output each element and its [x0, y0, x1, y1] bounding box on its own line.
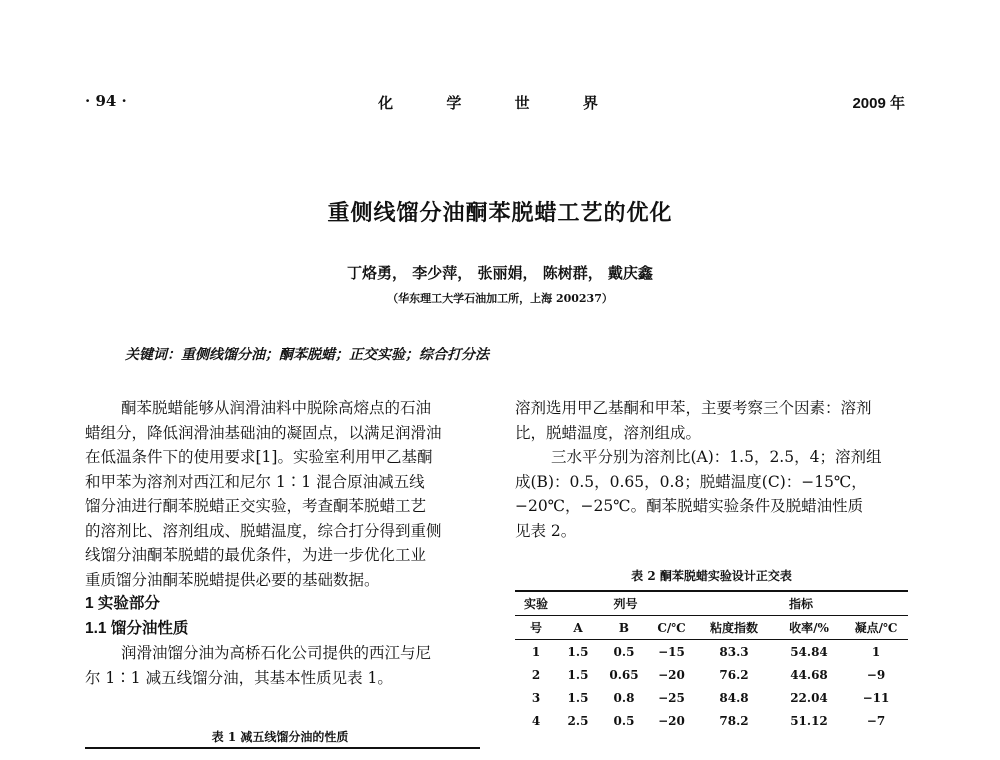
left-column	[85, 396, 480, 690]
header-cell: 实验	[515, 591, 557, 616]
journal-name: 化 学 世 界	[378, 94, 622, 112]
table-cell: 3	[531, 690, 541, 705]
right-column	[515, 396, 908, 543]
table-cell: 0.8	[613, 690, 635, 705]
table-cell: 0.5	[613, 644, 635, 659]
table2	[515, 590, 908, 732]
text-line: 酮苯脱蜡能够从润滑油料中脱除高熔点的石油	[121, 399, 432, 417]
table-cell: 0.5	[613, 713, 635, 728]
table-cell: −20	[658, 713, 685, 728]
text-line: −20℃，−25℃。酮苯脱蜡实验条件及脱蜡油性质	[515, 497, 864, 515]
text-line: 重质馏分油酮苯脱蜡提供必要的基础数据。	[85, 570, 380, 589]
header-cell: 粘度指数	[694, 616, 774, 640]
header-cell: 号	[515, 616, 557, 640]
header-cell: 列号	[557, 591, 694, 616]
table2-caption: 表 2 酮苯脱蜡实验设计正交表	[631, 569, 792, 583]
table-cell: 83.3	[719, 644, 749, 659]
table-cell: −15	[658, 644, 685, 659]
subsection-heading: 1.1 馏分油性质	[85, 619, 189, 637]
header-cell: C/℃	[649, 616, 694, 640]
section-heading: 1 实验部分	[85, 595, 160, 612]
text-line: 成(B)：0.5，0.65，0.8；脱蜡温度(C)：−15℃，	[515, 472, 867, 491]
table-cell: −9	[866, 667, 886, 682]
text-line: 和甲苯为溶剂对西江和尼尔 1∶1 混合原油减五线	[85, 472, 425, 491]
affiliation: （华东理工大学石油加工所，上海 200237）	[387, 292, 613, 305]
table-cell: 44.68	[790, 667, 828, 682]
table-cell: 54.84	[790, 644, 828, 659]
table-row	[515, 686, 908, 709]
table-cell: 22.04	[790, 690, 828, 705]
text-line: 馏分油进行酮苯脱蜡正交实验，考查酮苯脱蜡工艺	[85, 497, 427, 515]
text-line: 比，脱蜡温度，溶剂组成。	[515, 423, 702, 442]
table-cell: 78.2	[719, 713, 749, 728]
table-header-row	[515, 616, 908, 640]
header-cell: 收率/%	[774, 616, 844, 640]
table-cell: 1.5	[567, 644, 589, 659]
table-cell: −7	[866, 713, 886, 728]
author-list: 丁烙勇， 李少萍， 张丽娟， 陈树群， 戴庆鑫	[347, 264, 653, 282]
paper-title: 重侧线馏分油酮苯脱蜡工艺的优化	[327, 200, 673, 226]
table-cell: −20	[658, 667, 685, 682]
text-line: 尔 1∶1 减五线馏分油，其基本性质见表 1。	[85, 668, 393, 687]
table-cell: 84.8	[719, 690, 749, 705]
table-cell: 4	[531, 713, 541, 728]
table-cell: 2.5	[567, 713, 589, 728]
table-cell: 51.12	[790, 713, 828, 728]
table1-caption: 表 1 减五线馏分油的性质	[211, 730, 349, 744]
text-line: 溶剂选用甲乙基酮和甲苯，主要考察三个因素：溶剂	[515, 399, 872, 417]
header-cell: 凝点/℃	[844, 616, 908, 640]
table1-top-rule	[85, 747, 480, 749]
text-line: 蜡组分，降低润滑油基础油的凝固点，以满足润滑油	[85, 423, 442, 442]
table-row	[515, 640, 908, 664]
table-cell: −25	[658, 690, 685, 705]
header-cell: B	[599, 616, 649, 640]
text-line: 见表 2。	[515, 521, 577, 540]
text-line: 线馏分油酮苯脱蜡的最优条件，为进一步优化工业	[85, 546, 427, 564]
text-line: 在低温条件下的使用要求[1]。实验室利用甲乙基酮	[85, 448, 433, 466]
text-line: 的溶剂比、溶剂组成、脱蜡温度，综合打分得到重侧	[85, 521, 442, 540]
table-cell: −11	[862, 690, 890, 705]
table-cell: 0.65	[609, 667, 639, 682]
header-cell: A	[557, 616, 599, 640]
table-cell: 76.2	[719, 667, 749, 682]
text-line: 三水平分别为溶剂比(A)：1.5，2.5，4；溶剂组	[551, 448, 882, 466]
table-row	[515, 663, 908, 686]
text-line: 润滑油馏分油为高桥石化公司提供的西江与尼	[121, 644, 432, 662]
table-cell: 1.5	[567, 690, 589, 705]
publication-year: 2009 年	[852, 95, 905, 112]
table-cell: 1	[531, 644, 541, 659]
page-number: · 94 ·	[85, 92, 127, 110]
table-row	[515, 709, 908, 732]
table-cell: 1	[871, 644, 881, 659]
table-header-row	[515, 591, 908, 616]
table-cell: 1.5	[567, 667, 589, 682]
header-cell: 指标	[694, 591, 908, 616]
table-cell: 2	[531, 667, 541, 682]
keywords: 关键词：重侧线馏分油；酮苯脱蜡；正交实验；综合打分法	[125, 347, 489, 363]
